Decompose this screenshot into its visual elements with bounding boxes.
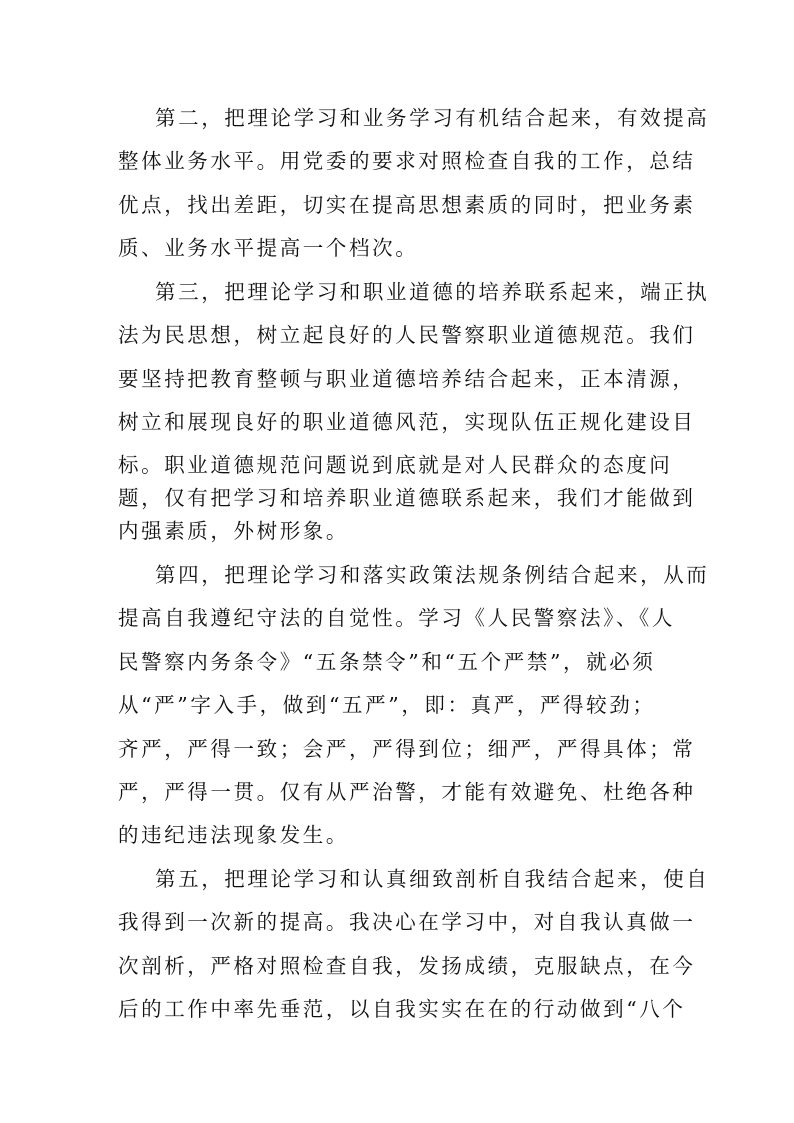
paragraph-3-line-5: 齐严，严得一致；会严，严得到位；细严，严得具体；常	[118, 737, 696, 761]
paragraph-2-line-1: 第三，把理论学习和职业道德的培养联系起来，端正执	[155, 280, 710, 304]
paragraph-4-line-3: 次剖析，严格对照检查自我，发扬成绩，克服缺点，在今	[118, 954, 696, 978]
paragraph-4-line-4: 后的工作中率先垂范，以自我实实在在的行动做到“八个	[118, 997, 686, 1021]
paragraph-4-line-1: 第五，把理论学习和认真细致剖析自我结合起来，使自	[155, 867, 710, 891]
paragraph-2-line-4: 树立和展现良好的职业道德风范，实现队伍正规化建设目	[118, 410, 696, 434]
paragraph-4-line-2: 我得到一次新的提高。我决心在学习中，对自我认真做一	[118, 910, 696, 934]
paragraph-1-line-2: 整体业务水平。用党委的要求对照检查自我的工作，总结	[118, 149, 696, 173]
paragraph-2-line-6: 题，仅有把学习和培养职业道德联系起来，我们才能做到	[118, 486, 696, 510]
paragraph-3-line-2: 提高自我遵纪守法的自觉性。学习《人民警察法》、《人	[118, 606, 675, 630]
paragraph-1-line-3: 优点，找出差距，切实在提高思想素质的同时，把业务素	[118, 193, 696, 217]
paragraph-2-line-3: 要坚持把教育整顿与职业道德培养结合起来，正本清源，	[118, 367, 696, 391]
paragraph-1-line-4: 质、业务水平提高一个档次。	[118, 236, 419, 260]
paragraph-2-line-2: 法为民思想，树立起良好的人民警察职业道德规范。我们	[118, 323, 696, 347]
paragraph-2-line-5: 标。职业道德规范问题说到底就是对人民群众的态度问	[118, 453, 673, 477]
paragraph-3-line-7: 的违纪违法现象发生。	[118, 823, 349, 847]
paragraph-3-line-1: 第四，把理论学习和落实政策法规条例结合起来，从而	[155, 563, 710, 587]
paragraph-3-line-6: 严，严得一贯。仅有从严治警，才能有效避免、杜绝各种	[118, 780, 696, 804]
paragraph-2-line-7: 内强素质，外树形象。	[118, 519, 349, 543]
paragraph-3-line-3: 民警察内务条令》“五条禁令”和“五个严禁”，就必须	[118, 650, 656, 674]
paragraph-3-line-4: 从“严”字入手，做到“五严”，即：真严，严得较劲；	[118, 693, 656, 717]
paragraph-1-line-1: 第二，把理论学习和业务学习有机结合起来，有效提高	[155, 106, 710, 130]
